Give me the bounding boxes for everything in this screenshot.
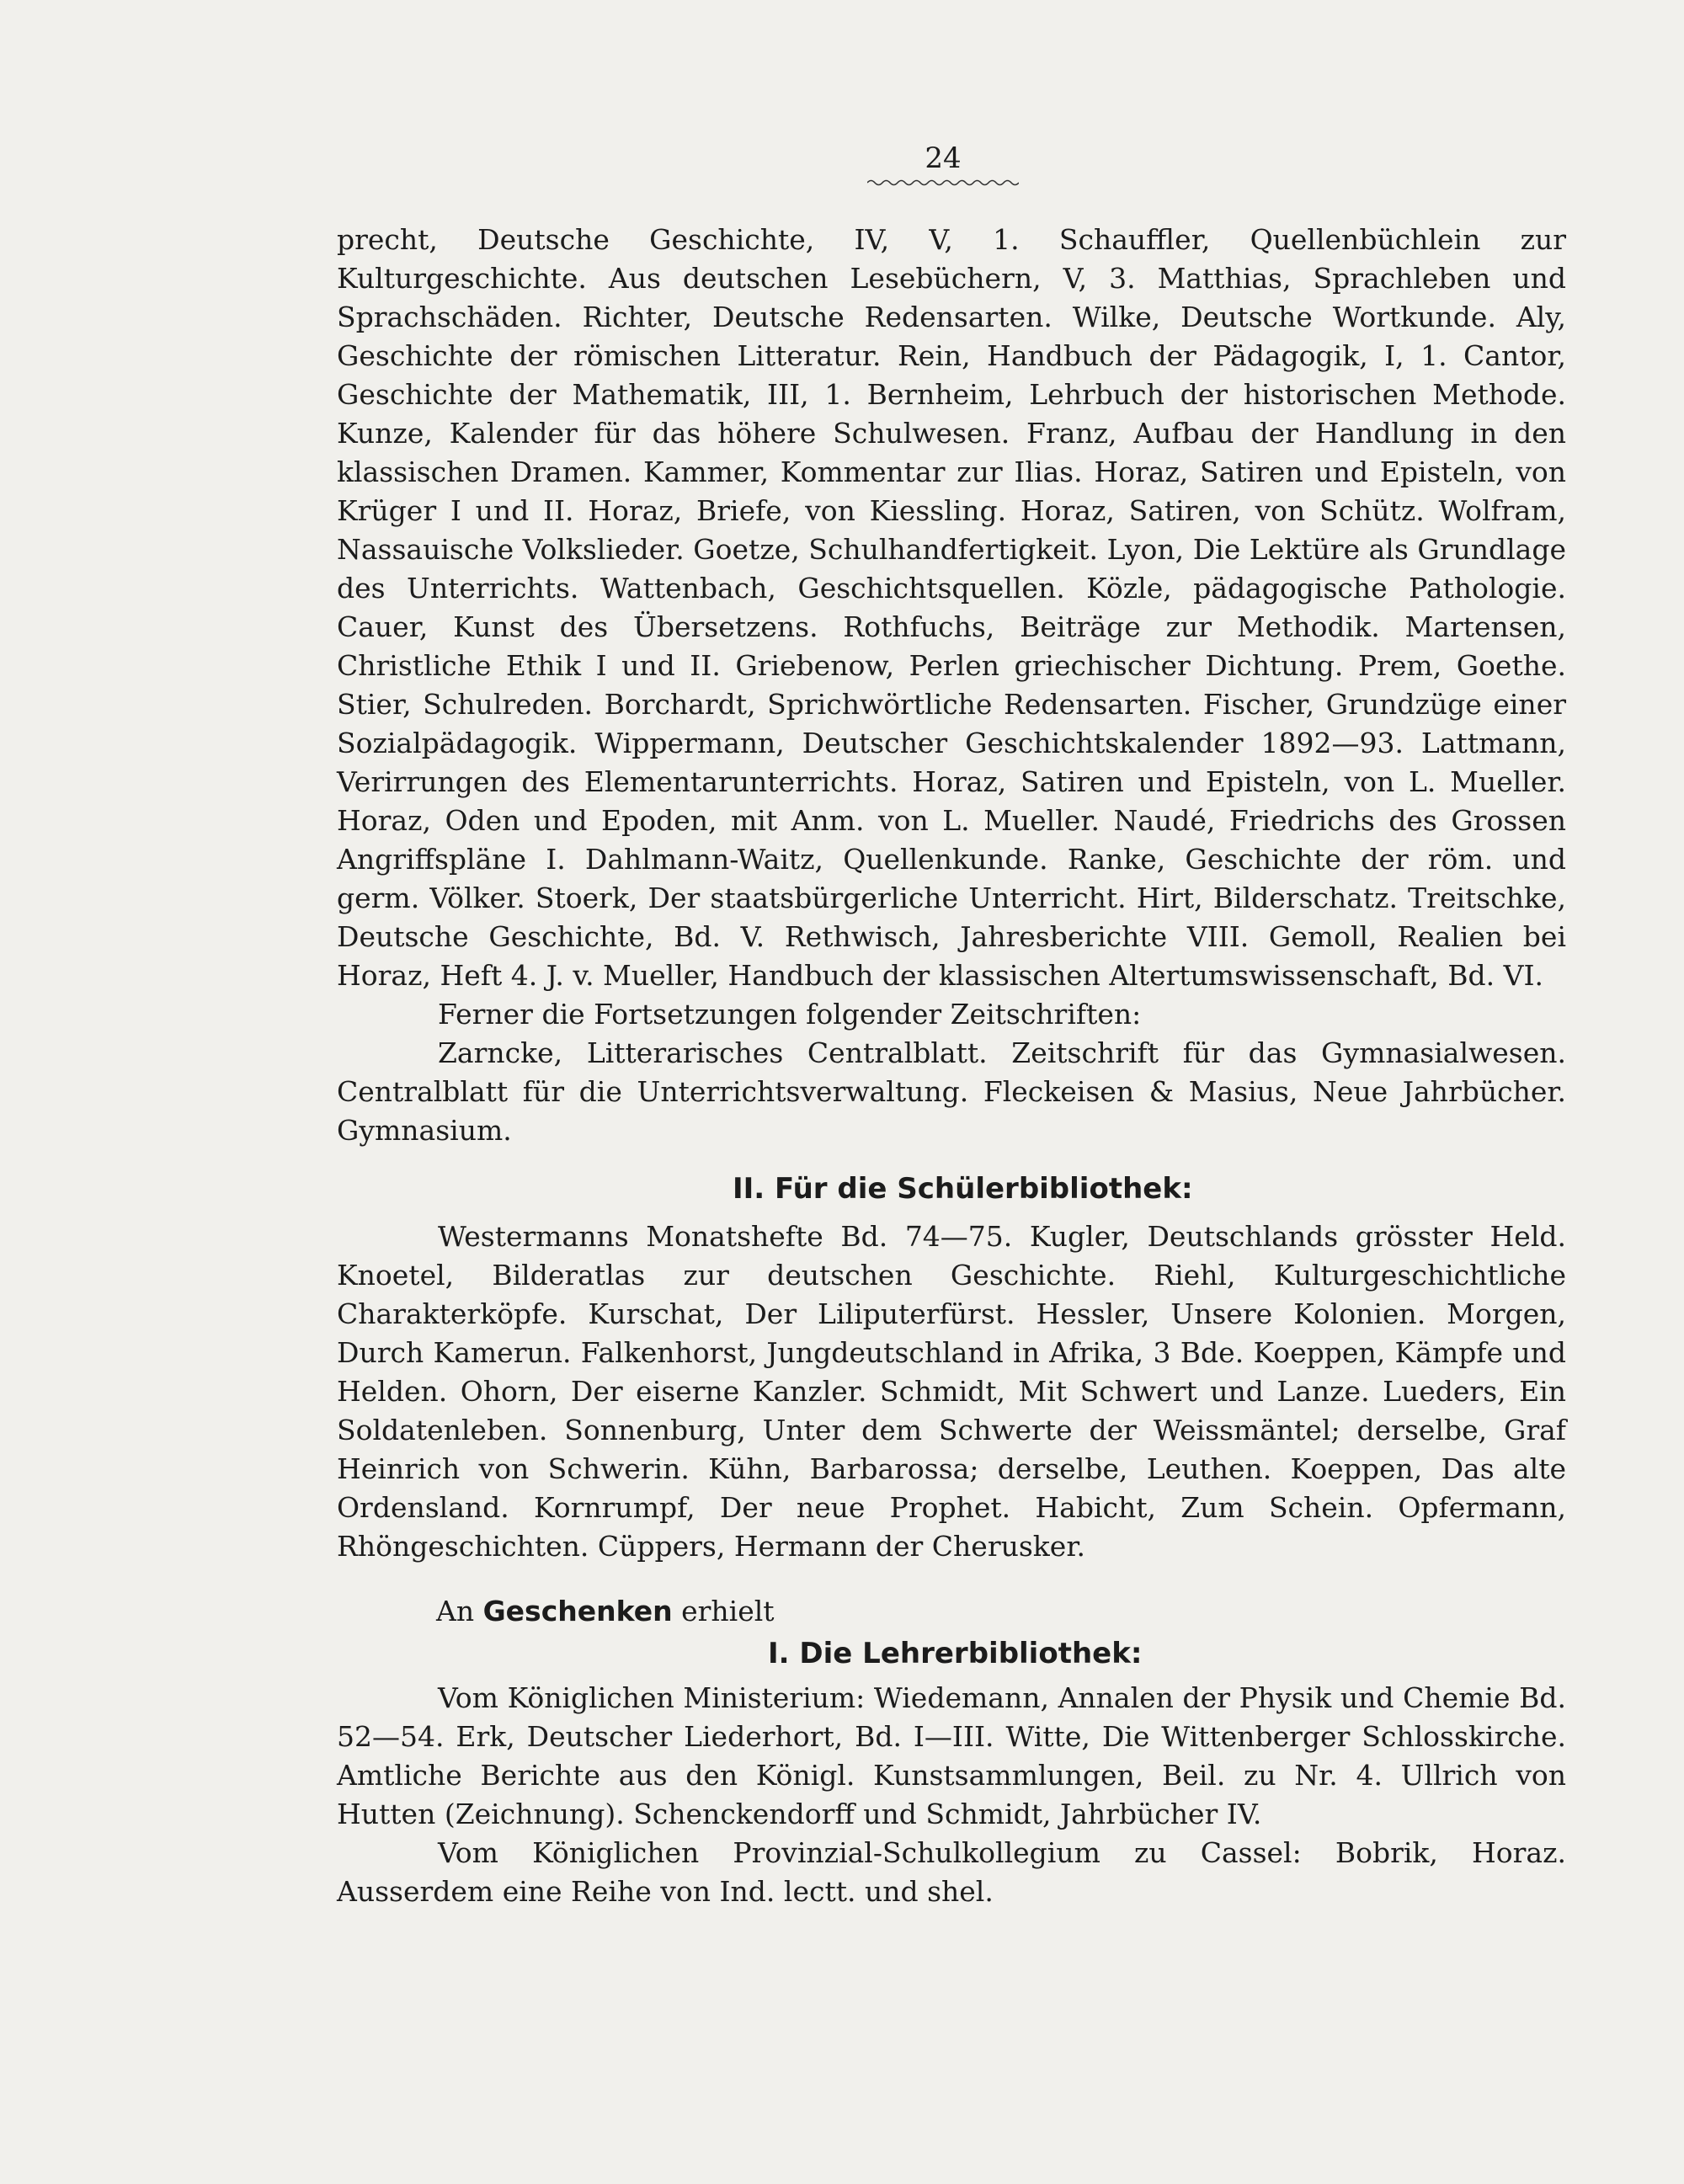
periodicals-list: Zarncke, Litterarisches Centralblatt. Zeitschrift für das Gymnasialwesen. Centralblatt für die Unterrichtsverwaltung. Fleckeisen & Masius, Neue Jahrbücher. Gymnasium.: [337, 1036, 1566, 1147]
student-library-paragraph: Westermanns Monatshefte Bd. 74—75. Kugler, Deutschlands grösster Held. Knoetel, Bilderatlas zur deutschen Geschichte. Riehl, Kulturgeschichtliche Charakterköpfe. Kurschat, Der Liliputerfürst. Hessler, Unsere Kolonien. Morgen, Durch Kamerun. Falkenhorst, Jungdeutschland in Afrika, 3 Bde. Koeppen, Kämpfe und Helden. Ohorn, Der eiserne Kanzler. Schmidt, Mit Schwert und Lanze. Lueders, Ein Soldatenleben. Sonnenburg, Unter dem Schwerte der Weissmäntel; derselbe, Graf Heinrich von Schwerin. Kühn, Barbarossa; derselbe, Leuthen. Koeppen, Das alte Ordensland. Kornrumpf, Der neue Prophet. Habicht, Zum Schein. Opfermann, Rhöngeschichten. Cüppers, Hermann der Cherusker.: [337, 1220, 1566, 1563]
page-number: 24: [925, 141, 962, 175]
teacher-library-section: [337, 1679, 1566, 1911]
book-list-section: [337, 221, 1566, 1150]
heading-teacher-library: I. Die Lehrerbibliothek:: [768, 1637, 1143, 1670]
student-library-section: [337, 1217, 1566, 1566]
gifts-line: [436, 1595, 775, 1627]
gifts-pre: An: [436, 1595, 475, 1627]
ministry-paragraph: Vom Königlichen Ministerium: Wiedemann, Annalen der Physik und Chemie Bd. 52—54. Erk, Deutscher Liederhort, Bd. I—III. Witte, Die Wittenberger Schlosskirche. Amtliche Berichte aus den Königl. Kunstsammlungen, Beil. zu Nr. 4. Ullrich von Hutten (Zeichnung). Schenckendorff und Schmidt, Jahrbücher IV.: [337, 1681, 1566, 1830]
book-list-paragraph: precht, Deutsche Geschichte, IV, V, 1. Schauffler, Quellenbüchlein zur Kulturgeschichte. Aus deutschen Lesebüchern, V, 3. Matthias, Sprachleben und Sprachschäden. Richter, Deutsche Redensarten. Wilke, Deutsche Wortkunde. Aly, Geschichte der römischen Litteratur. Rein, Handbuch der Pädagogik, I, 1. Cantor, Geschichte der Mathematik, III, 1. Bernheim, Lehrbuch der historischen Methode. Kunze, Kalender für das höhere Schulwesen. Franz, Aufbau der Handlung in den klassischen Dramen. Kammer, Kommentar zur Ilias. Horaz, Satiren und Episteln, von Krüger I und II. Horaz, Briefe, von Kiessling. Horaz, Satiren, von Schütz. Wolfram, Nassauische Volkslieder. Goetze, Schulhandfertigkeit. Lyon, Die Lektüre als Grundlage des Unterrichts. Wattenbach, Geschichtsquellen. Közle, pädagogische Pathologie. Cauer, Kunst des Übersetzens. Rothfuchs, Beiträge zur Methodik. Martensen, Christliche Ethik I und II. Griebenow, Perlen griechischer Dichtung. Prem, Goethe. Stier, Schulreden. Borchardt, Sprichwörtliche Redensarten. Fischer, Grundzüge einer Sozialpädagogik. Wippermann, Deutscher Geschichtskalender 1892—93. Lattmann, Verirrungen des Elementarunterrichts. Horaz, Satiren und Episteln, von L. Mueller. Horaz, Oden und Epoden, mit Anm. von L. Mueller. Naudé, Friedrichs des Grossen Angriffspläne I. Dahlmann-Waitz, Quellenkunde. Ranke, Geschichte der röm. und germ. Völker. Stoerk, Der staatsbürgerliche Unterricht. Hirt, Bilderschatz. Treitschke, Deutsche Geschichte, Bd. V. Rethwisch, Jahresberichte VIII. Gemoll, Realien bei Horaz, Heft 4. J. v. Mueller, Handbuch der klassischen Altertumswissenschaft, Bd. VI.: [337, 223, 1566, 992]
periodicals-intro: Ferner die Fortsetzungen folgender Zeitschriften:: [438, 998, 1142, 1031]
heading-student-library: II. Für die Schülerbibliothek:: [733, 1172, 1193, 1206]
provincial-paragraph: Vom Königlichen Provinzial-Schulkollegium zu Cassel: Bobrik, Horaz. Ausserdem eine Reihe von Ind. lectt. und shel.: [337, 1836, 1566, 1908]
gifts-bold: Geschenken: [482, 1595, 673, 1627]
gifts-post: erhielt: [681, 1595, 775, 1627]
page-number-ornament: [867, 178, 1019, 187]
